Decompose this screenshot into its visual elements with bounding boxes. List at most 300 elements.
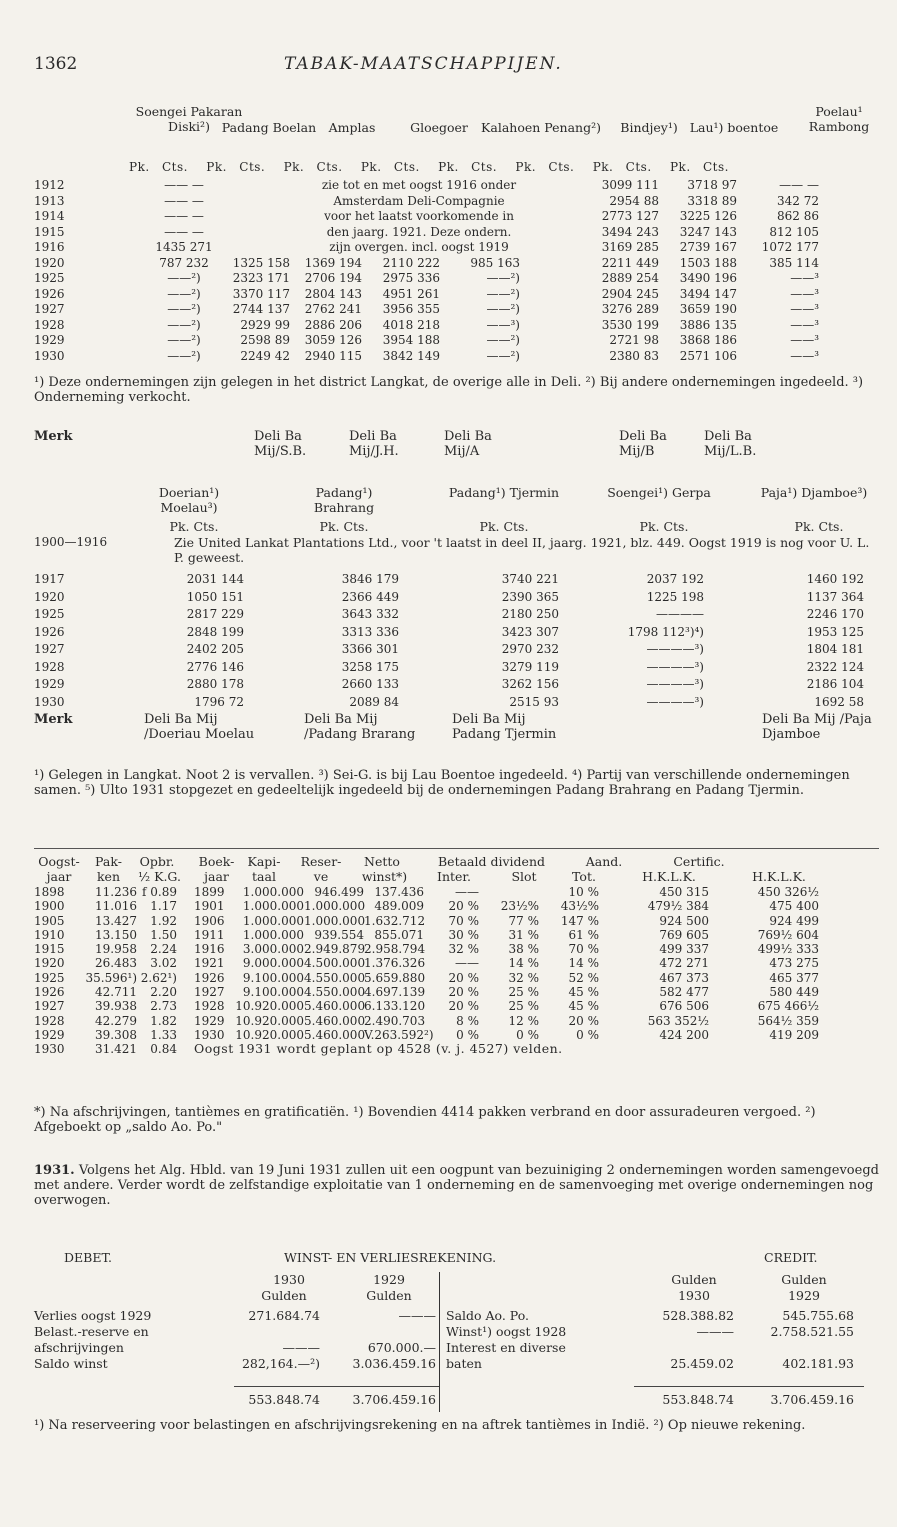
divider [34,848,879,849]
table1-footnote: ¹) Deze ondernemingen zijn gelegen in het district Langkat, de overige alle in Deli. ²) Bij andere ondernemingen ingedeeld. ³) Onderneming verkocht. [34,375,864,405]
table-row [34,225,884,241]
table-row [34,899,884,913]
table-cell: 1.632.712 [364,913,426,928]
table-cell: voor het laatst voorkomende in [324,209,514,223]
table-cell: 2571 106 [679,348,737,363]
table-row [34,240,884,256]
table-cell: 2186 104 [806,677,864,691]
table-cell: 2889 254 [601,271,659,285]
credit-head: 1930 [678,1288,710,1303]
table-cell: 20 % [568,1013,599,1028]
table-cell: 0 % [456,1027,479,1042]
table-cell: 2817 229 [186,607,244,621]
table-cell: ——³ [790,333,819,347]
unit: Pk. Cts. [319,519,369,534]
intro-text: Zie United Lankat Plantations Ltd., voor 't laatst in deel II, jaarg. 1921, blz. 449. Oogst 1919 is nog voor U. L. P. geweest. [174,535,870,565]
column-header: ½ K.G. [138,869,181,884]
table-cell: 1804 181 [806,642,864,656]
table-cell: 419 209 [769,1027,819,1042]
table-cell: 35.596¹) [85,970,137,985]
merk-item: Deli Ba Mij /Padang Brarang [304,712,416,742]
table-cell: ———— [656,607,704,621]
table2-merk [34,712,884,764]
table-cell: 2515 93 [509,694,559,709]
table-cell: 1925 [34,607,65,621]
unit: Pk. Cts. [639,519,689,534]
merk-item: Deli Ba Mij /Paja Djamboe [762,712,872,742]
table-cell: 1.000.000 [242,927,304,942]
table3 [34,855,884,1057]
table-cell: 769 605 [659,927,709,942]
table-cell: 1926 [34,624,65,639]
table-cell: 1911 [194,927,225,942]
table-cell: ——³ [790,348,819,363]
table-row [34,942,884,956]
table-cell: ——³ [790,302,819,316]
table-cell: 1435 271 [155,240,213,254]
credit-head: Gulden [781,1272,827,1287]
column-header: Netto [364,854,400,869]
table-cell: 10.920.000 [235,1027,304,1042]
table-cell: ——²) [167,317,201,332]
table-cell: 2598 89 [240,333,290,347]
column-header: Slot [511,869,537,884]
table-cell: 1927 [34,642,65,656]
table-cell: 3954 188 [382,333,440,347]
table-cell: ——³ [790,286,819,301]
table-row [34,256,884,272]
t1-units [129,160,897,175]
table-cell: 1930 [194,1027,225,1042]
table-cell: ——²) [486,286,520,301]
table-cell: 45 % [568,999,599,1014]
table-cell: 1137 364 [806,589,864,604]
table-cell: 70 % [568,942,599,957]
table-cell: ——³ [790,317,819,332]
table-cell: 1899 [194,885,225,899]
table-cell: 25 % [508,999,539,1014]
table-cell: 2929 99 [240,317,290,332]
table-cell: 1.000.000 [242,899,304,914]
table-cell: 2904 245 [601,286,659,301]
table-cell: 1901 [194,899,225,914]
debet-cell: 3.036.459.16 [352,1356,436,1371]
debet-total: 3.706.459.16 [352,1392,436,1407]
table-cell: ————³) [646,659,704,674]
table-cell: 924 500 [659,913,709,928]
table-cell: 1917 [34,572,65,586]
table-cell: 1325 158 [232,255,290,270]
table-cell: 39.938 [95,999,137,1014]
table-row [34,971,884,985]
table-cell: 4018 218 [382,317,440,332]
table-cell: 2.24 [150,942,177,957]
table-cell: 2366 449 [341,589,399,604]
table-cell: —— — [164,193,204,208]
table-cell: ——²) [486,333,520,347]
column-header: Reser- [300,854,342,869]
table-cell: 2762 241 [304,302,362,316]
table-cell: ——²) [167,302,201,316]
table-cell: 3740 221 [501,572,559,586]
table-cell: 4951 261 [382,286,440,301]
merk-label: Merk [34,712,73,727]
t2-col: Padang¹) Tjermin [448,485,560,500]
table1-body [34,178,884,364]
t1-col-kalahoen: Kalahoen Penang²) [481,120,601,135]
merk-item: Deli Ba Mij/B [619,429,667,459]
table-cell: f 0.89 [142,885,177,899]
table-cell: 2848 199 [186,624,244,639]
table-cell: 3169 285 [601,240,659,254]
table-cell: 1925 [34,271,65,285]
table-row [34,271,884,287]
table-cell: 1926 [34,985,65,1000]
table-cell: 147 % [560,913,599,928]
table-cell: 1225 198 [646,589,704,604]
table-cell: 2940 115 [304,348,362,363]
table-cell: 1900 [34,899,65,914]
table-cell: 3225 126 [679,209,737,223]
table-cell: 1.376.326 [364,956,426,971]
table-cell: 2660 133 [341,677,399,691]
table-cell: 450 326½ [757,885,819,899]
table-cell: 1920 [34,956,65,971]
table-row [34,694,884,712]
table-cell: 472 271 [659,956,709,971]
table-cell: 1898 [34,885,65,899]
table-cell: 3846 179 [341,572,399,586]
table-cell: 1369 194 [304,255,362,270]
table-cell: 3318 89 [687,193,737,208]
table-cell: 42.711 [95,985,137,1000]
table-cell: ——³ [790,271,819,285]
table-cell: —— — [164,209,204,223]
table3-footnote: *) Na afschrijvingen, tantièmes en gratificatiën. ¹) Bovendien 4414 pakken verbrand en door assuradeuren vergoed. ²) Afgeboekt op „saldo Ao. Po." [34,1105,816,1135]
table-cell: 1.000.000 [304,913,366,928]
merk-item: Deli Ba Mij/L.B. [704,429,757,459]
table-cell: ——²) [486,302,520,316]
table-cell: 1910 [34,927,65,942]
table-row [34,1042,884,1057]
table-cell: 1.000.000 [242,913,304,928]
table-cell: ——²) [486,348,520,363]
debet-head: 1930 [273,1272,305,1287]
table-cell: 1072 177 [761,240,819,254]
credit-cell: 545.755.68 [782,1308,854,1323]
table-row [34,209,884,225]
table-cell: —— [455,956,479,971]
table-cell: 31 % [508,927,539,942]
table-cell: Amsterdam Deli-Compagnie [333,193,505,208]
table-cell: 3313 336 [341,624,399,639]
table-cell: 1930 [34,1042,65,1057]
table-cell: 1503 188 [679,255,737,270]
table-cell: 2970 232 [501,642,559,656]
table-row [34,914,884,928]
credit-cell: 402.181.93 [782,1356,854,1371]
table-cell: 2954 88 [609,193,659,208]
table-cell: 855.071 [374,927,424,942]
table-cell: 32 % [508,970,539,985]
table-cell: 1.82 [150,1013,177,1028]
table-row [34,302,884,318]
t1-col-soengei: Soengei Pakaran Diski²) [135,104,243,134]
table-cell: 2975 336 [382,271,440,285]
credit-cell: Saldo Ao. Po. [446,1308,529,1323]
table-cell: 2322 124 [806,659,864,674]
table-cell: 1926 [194,970,225,985]
table-cell: 580 449 [769,985,819,1000]
table-cell: 9.100.000 [242,970,304,985]
t1-col-bindjey: Bindjey¹) [620,120,678,135]
column-header: Aand. [585,854,623,869]
debet-cell: 271.684.74 [248,1308,320,1323]
table-cell: 3.02 [150,956,177,971]
table-cell: 1928 [34,1013,65,1028]
table-cell: 2.73 [150,999,177,1014]
table-cell: 9.100.000 [242,985,304,1000]
table-cell: ——²) [167,286,201,301]
table-row [34,999,884,1013]
table-cell: 2089 84 [349,694,399,709]
table-cell: 3530 199 [601,317,659,332]
table-cell: 61 % [568,927,599,942]
table-cell: 769½ 604 [757,927,819,942]
table-cell: 564½ 359 [757,1013,819,1028]
table-cell: 924 499 [769,913,819,928]
table-cell: 1.50 [150,927,177,942]
table-cell: ————³) [646,694,704,709]
table-row [34,349,884,365]
table-cell: 1921 [194,956,225,971]
unit: Pk. Cts. [438,160,498,174]
table-cell: 11.236 [95,885,137,899]
table-cell: 23½% [500,899,539,914]
table-row [34,1028,884,1042]
table-cell: 1953 125 [806,624,864,639]
column-header: winst*) [361,869,408,884]
unit: Pk. Cts. [592,160,652,174]
table-cell: 19.958 [95,942,137,957]
table-cell: 3956 355 [382,302,440,316]
table-cell: 5.460.000 [304,1027,366,1042]
table-cell: 137.436 [374,885,424,899]
credit-cell: 528.388.82 [662,1308,734,1323]
table-cell: 2776 146 [186,659,244,674]
table-cell: 1796 72 [194,694,244,709]
table-cell: 52 % [568,970,599,985]
column-header: ve [313,869,329,884]
table-cell: 1926 [34,286,65,301]
table-cell: 1929 [34,677,65,691]
column-header: ken [96,869,121,884]
table-cell: 1928 [34,317,65,332]
table-cell: 14 % [508,956,539,971]
table-cell: 946.499 [314,885,364,899]
table-cell: 0 % [576,1027,599,1042]
debet-cell: ——— [282,1340,320,1355]
table-row [34,571,884,589]
table-cell: 0.84 [150,1042,177,1057]
table-cell: 1912 [34,178,65,192]
t2-col: Soengei¹) Gerpa [607,485,711,500]
table-cell: 489.009 [374,899,424,914]
debet-cell: 282,164.—²) [241,1356,320,1371]
table-cell: 3247 143 [679,224,737,239]
table-cell: 479½ 384 [647,899,709,914]
table-cell: 2880 178 [186,677,244,691]
table-cell: 465 377 [769,970,819,985]
table-cell: 26.483 [95,956,137,971]
table-row [34,624,884,642]
merk-label: Merk [34,429,73,444]
unit: Pk. Cts. [479,519,529,534]
table-cell: 499½ 333 [757,942,819,957]
table-cell: 9.000.000 [242,956,304,971]
paragraph-year: 1931. [34,1163,75,1178]
table-cell: 675 466½ [757,999,819,1014]
column-header: Pak- [95,854,122,869]
column-header: Inter. [437,869,471,884]
table-cell: ——²) [167,333,201,347]
debet-cell: Verlies oogst 1929 [34,1308,152,1323]
table-cell: 2773 127 [601,209,659,223]
table-cell: 787 232 [159,255,209,270]
column-header: Kapi- [247,854,281,869]
t1-col-padang: Padang Boelan [221,120,317,135]
table-cell: 812 105 [769,224,819,239]
table-cell: 4.550.000 [304,985,366,1000]
table-cell: —— — [779,178,819,192]
table-cell: 3494 243 [601,224,659,239]
table-cell: 3659 190 [679,302,737,316]
table-cell: 10 % [568,885,599,899]
table-row [34,1014,884,1028]
divider [234,1386,439,1387]
account-title: WINST- EN VERLIESREKENING. [284,1250,497,1265]
table-cell: 1.33 [150,1027,177,1042]
table-cell: 1915 [34,224,65,239]
column-header: Tot. [572,869,596,884]
table-cell: 32 % [448,942,479,957]
table-row [34,589,884,607]
table-cell: 1.92 [150,913,177,928]
debet-label: DEBET. [64,1250,112,1265]
table-row [34,178,884,194]
table-cell: 2.949.879 [304,942,366,957]
table-cell: 3279 119 [501,659,559,674]
table-cell: 2246 170 [806,607,864,621]
table-cell: 8 % [456,1013,479,1028]
column-header: Certific. [673,854,725,869]
table-cell: 1927 [34,302,65,316]
table-cell: 1916 [194,942,225,957]
table-cell: 1916 [34,240,65,254]
debet-cell: Belast.-reserve en [34,1324,149,1339]
table-cell: 1925 [34,970,65,985]
unit: Pk. Cts. [360,160,420,174]
table-cell: 13.150 [95,927,137,942]
table-cell: 1692 58 [814,694,864,709]
table-cell: 14 % [568,956,599,971]
table-cell: 5.460.000 [304,999,366,1014]
page-title: TABAK-MAATSCHAPPIJEN. [284,54,563,74]
debet-cell: afschrijvingen [34,1340,124,1355]
table-cell: ——³) [486,317,520,332]
debet-head: Gulden [261,1288,307,1303]
table-cell: 3886 135 [679,317,737,332]
table-cell: 3.000.000 [242,942,304,957]
table-cell: 2721 98 [609,333,659,347]
table-cell: 10.920.000 [235,1013,304,1028]
table-cell: 3059 126 [304,333,362,347]
table-cell: 4.697.139 [364,985,426,1000]
table-row [34,928,884,942]
unit: Pk. Cts. [794,519,844,534]
table-cell: 1928 [194,999,225,1014]
table2-body [34,571,884,711]
table-cell: 1915 [34,942,65,957]
merk-item: Deli Ba Mij/A [444,429,492,459]
table-cell: 2110 222 [382,255,440,270]
table-cell: 25 % [508,985,539,1000]
table-cell: —— — [164,178,204,192]
table-cell: 2744 137 [232,302,290,316]
table-cell: 13.427 [95,913,137,928]
table-cell: ——²) [167,271,201,285]
table-cell: 12 % [508,1013,539,1028]
table-cell: 6.133.120 [364,999,426,1014]
table-cell: 20 % [448,999,479,1014]
credit-cell: 2.758.521.55 [770,1324,854,1339]
table-cell: 985 163 [470,255,520,270]
table-cell: zie tot en met oogst 1916 onder [321,178,517,192]
table-cell: 2.62¹) [140,970,177,985]
table-cell: 3868 186 [679,333,737,347]
table-cell: 467 373 [659,970,709,985]
table-row [34,287,884,303]
table-cell: 1906 [194,913,225,928]
table-cell: 676 506 [659,999,709,1014]
t2-col: Doerian¹) Moelau³) [158,485,220,515]
table-cell: 1460 192 [806,572,864,586]
t1-col-gloegoer: Gloegoer [410,120,468,135]
merk-item: Deli Ba Mij /Doeriau Moelau [144,712,255,742]
table-row [34,676,884,694]
table-cell: 70 % [448,913,479,928]
table-cell: —— — [164,224,204,239]
merk-item: Deli Ba Mij/J.H. [349,429,399,459]
table-cell: 10.920.000 [235,999,304,1014]
table-cell: ————³) [646,677,704,691]
paragraph-text: Volgens het Alg. Hbld. van 19 Juni 1931 zullen uit een oogpunt van bezuiniging 2 ondernemingen worden samengevoegd met andere. Verder wordt de zelfstandige exploitatie van 1 onderneming en de samenvoeging met overige ondernemingen nog overwogen. [34,1163,879,1208]
table-cell: 42.279 [95,1013,137,1028]
table-cell: 2706 194 [304,271,362,285]
table-cell: 2380 83 [609,348,659,363]
paragraph-1931 [34,1163,879,1208]
table-cell: 3494 147 [679,286,737,301]
table2-header [34,485,884,535]
table-cell: 1913 [34,193,65,208]
table-cell: 30 % [448,927,479,942]
column-header: Betaald dividend [438,854,545,869]
t2-col: Padang¹) Brahrang [313,485,375,515]
intro-year: 1900—1916 [34,535,108,549]
table-row [34,194,884,210]
table-cell: 1905 [34,913,65,928]
table-cell: 3258 175 [341,659,399,674]
